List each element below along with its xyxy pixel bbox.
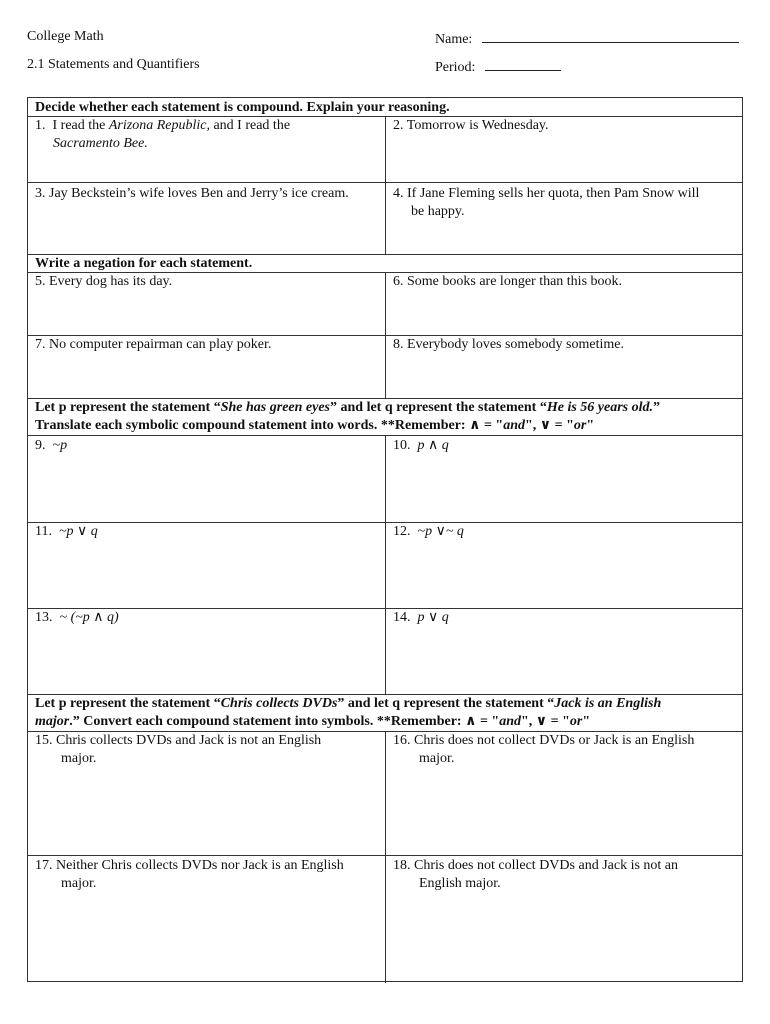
- question-text: 16. Chris does not collect DVDs or Jack is an English: [393, 733, 695, 748]
- question-4: [393, 185, 738, 221]
- question-number: 9.: [35, 438, 46, 453]
- question-number: 11.: [35, 524, 52, 539]
- and-word: and: [499, 714, 521, 729]
- instruction-text: ": [586, 418, 595, 433]
- question-text-italic: Arizona Republic,: [108, 118, 210, 133]
- question-text: 15. Chris collects DVDs and Jack is not an English: [35, 733, 322, 748]
- symbolic-expression: ~p: [52, 438, 68, 453]
- question-11: [35, 523, 380, 541]
- column-divider: [385, 272, 386, 398]
- question-text: I read the: [52, 118, 109, 133]
- period-blank[interactable]: [485, 57, 561, 71]
- question-16: [393, 732, 738, 768]
- instruction-text: Let p represent the statement “: [35, 696, 221, 711]
- question-number: 13.: [35, 610, 53, 625]
- question-5: 5. Every dog has its day.: [35, 274, 173, 289]
- instruction-text: ", ∨ = ": [521, 714, 570, 729]
- column-divider: [385, 731, 386, 983]
- course-title: College Math: [27, 29, 104, 44]
- question-text: 18. Chris does not collect DVDs and Jack is not an: [393, 858, 679, 873]
- name-field[interactable]: [435, 29, 739, 48]
- question-text: and I read the: [209, 118, 291, 133]
- question-13: [35, 609, 380, 627]
- section-4-instructions: [35, 695, 736, 731]
- question-17: [35, 857, 380, 893]
- question-2: 2. Tomorrow is Wednesday.: [393, 118, 549, 133]
- statement-q: He is 56 years old.: [546, 400, 653, 415]
- question-3: 3. Jay Beckstein’s wife loves Ben and Jerry’s ice cream.: [35, 186, 349, 201]
- period-label: Period:: [435, 60, 476, 75]
- question-7: 7. No computer repairman can play poker.: [35, 337, 272, 352]
- question-number: 14.: [393, 610, 411, 625]
- question-8: 8. Everybody loves somebody sometime.: [393, 337, 624, 352]
- name-label: Name:: [435, 32, 473, 47]
- question-text: major.: [61, 751, 97, 766]
- question-number: 1.: [35, 118, 46, 133]
- question-10: [393, 437, 738, 455]
- question-12: [393, 523, 738, 541]
- question-14: [393, 609, 738, 627]
- statement-q: Jack is an English: [554, 696, 662, 711]
- name-blank[interactable]: [482, 29, 739, 43]
- instruction-text: Let p represent the statement “: [35, 400, 221, 415]
- question-text: major.: [419, 751, 455, 766]
- question-9: [35, 437, 380, 455]
- question-1: [35, 117, 380, 153]
- section-1-instructions: Decide whether each statement is compound. Explain your reasoning.: [35, 100, 450, 115]
- symbolic-expression: p ∨ q: [417, 610, 449, 625]
- instruction-text: ” and let q represent the statement “: [330, 400, 547, 415]
- instruction-text: ", ∨ = ": [525, 418, 574, 433]
- question-text: 4. If Jane Fleming sells her quota, then Pam Snow will: [393, 186, 700, 201]
- question-text: be happy.: [411, 204, 465, 219]
- instruction-text: Translate each symbolic compound statement into words. **Remember: ∧ = ": [35, 418, 504, 433]
- or-word: or: [573, 418, 587, 433]
- question-6: 6. Some books are longer than this book.: [393, 274, 623, 289]
- question-text: major.: [61, 876, 97, 891]
- statement-p: Chris collects DVDs: [220, 696, 338, 711]
- statement-p: She has green eyes: [220, 400, 330, 415]
- and-word: and: [503, 418, 525, 433]
- question-18: [393, 857, 738, 893]
- question-number: 12.: [393, 524, 411, 539]
- section-2-instructions: Write a negation for each statement.: [35, 256, 253, 271]
- instruction-text: .” Convert each compound statement into symbols. **Remember: ∧ = ": [69, 714, 500, 729]
- section-title: 2.1 Statements and Quantifiers: [27, 57, 200, 72]
- statement-q: major: [35, 714, 70, 729]
- section-3-instructions: [35, 399, 736, 435]
- column-divider: [385, 435, 386, 694]
- symbolic-expression: ~ (~p ∧ q): [59, 610, 119, 625]
- symbolic-expression: ~p ∨~ q: [417, 524, 464, 539]
- or-word: or: [569, 714, 583, 729]
- instruction-text: ": [582, 714, 591, 729]
- period-field[interactable]: [435, 57, 561, 76]
- question-number: 10.: [393, 438, 411, 453]
- question-text: English major.: [419, 876, 501, 891]
- question-15: [35, 732, 380, 768]
- symbolic-expression: p ∧ q: [417, 438, 449, 453]
- worksheet-table: [27, 97, 743, 982]
- symbolic-expression: ~p ∨ q: [58, 524, 98, 539]
- question-text: 17. Neither Chris collects DVDs nor Jack is an English: [35, 858, 344, 873]
- instruction-text: ” and let q represent the statement “: [337, 696, 555, 711]
- instruction-text: ”: [653, 400, 660, 415]
- question-text-italic: Sacramento Bee.: [53, 136, 148, 151]
- column-divider: [385, 116, 386, 254]
